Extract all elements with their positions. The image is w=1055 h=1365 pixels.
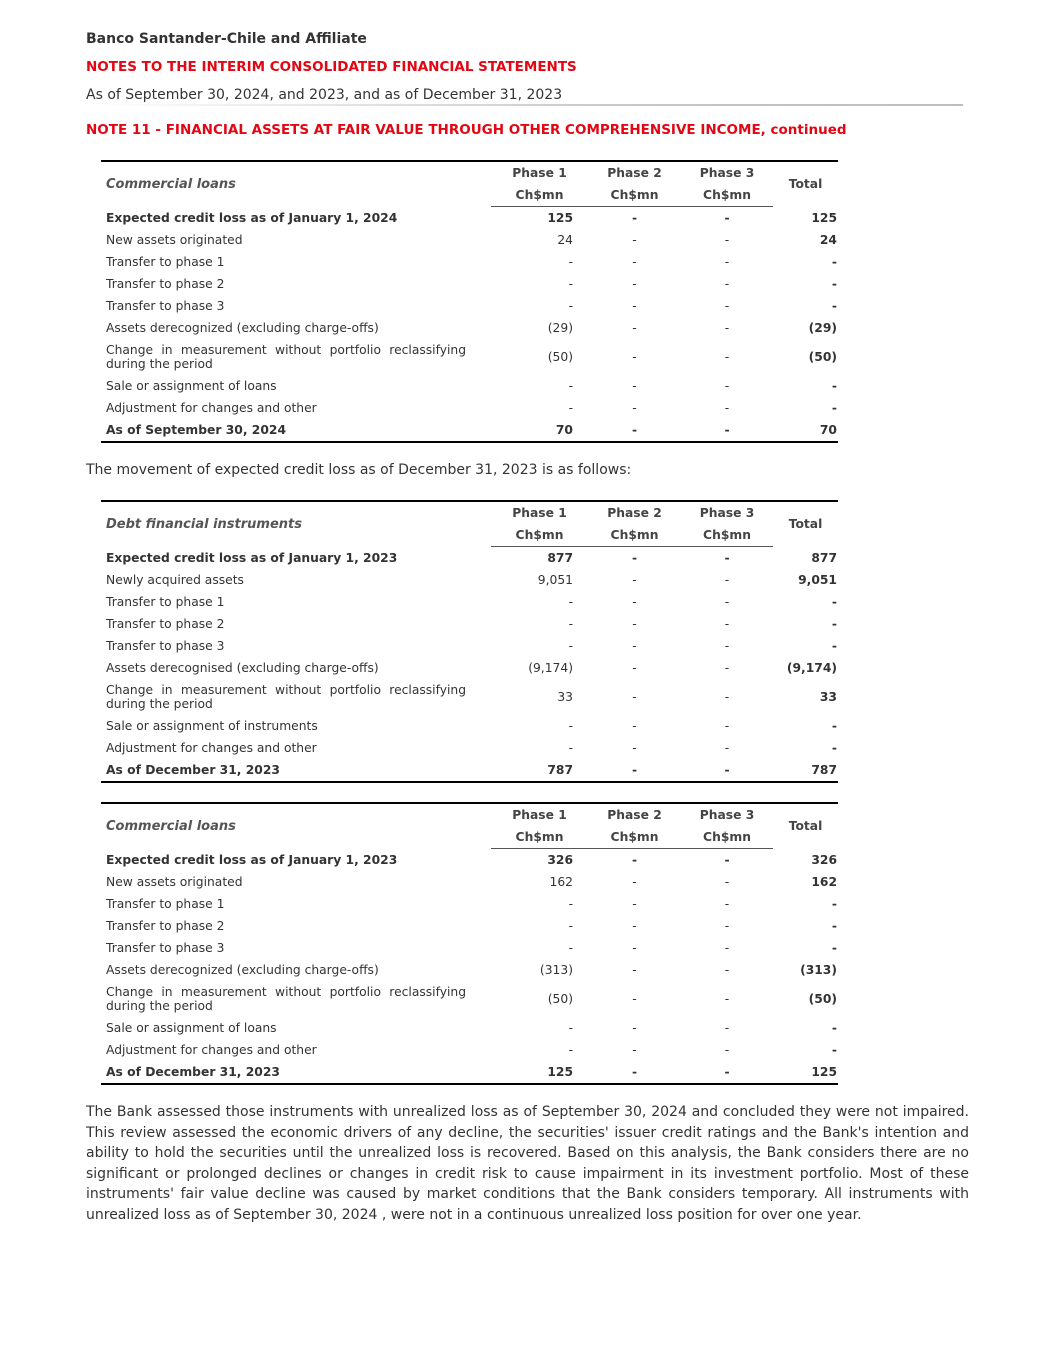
- row-label: Transfer to phase 1: [106, 255, 225, 269]
- table-category: Debt financial instruments: [101, 501, 491, 547]
- phase1-value: 125: [547, 211, 573, 225]
- table-row: [101, 229, 838, 251]
- phase3-value: -: [681, 1061, 773, 1084]
- phase2-value: -: [632, 1043, 637, 1057]
- phase1-value: -: [568, 1021, 573, 1035]
- table-row: [101, 613, 838, 635]
- row-label: Sale or assignment of loans: [106, 379, 277, 393]
- row-label: As of December 31, 2023: [101, 759, 491, 782]
- phase3-value: -: [724, 277, 730, 291]
- row-label: Assets derecognized (excluding charge-offs): [106, 963, 379, 977]
- table-row: [101, 915, 838, 937]
- row-label: Assets derecognized (excluding charge-offs): [106, 321, 379, 335]
- phase2-value: -: [632, 350, 637, 364]
- total-value: (50): [808, 350, 837, 364]
- phase1-value: (313): [539, 963, 573, 977]
- total-value: -: [831, 719, 837, 733]
- total-value: -: [831, 919, 837, 933]
- table-row: [101, 591, 838, 613]
- table-row: [101, 547, 838, 570]
- row-label: Adjustment for changes and other: [106, 1043, 317, 1057]
- phase2-value: -: [632, 299, 637, 313]
- total-value: -: [831, 639, 837, 653]
- phase1-value: -: [568, 401, 573, 415]
- phase1-value: -: [568, 897, 573, 911]
- col-unit: Ch$mn: [491, 184, 588, 207]
- phase3-value: -: [724, 211, 730, 225]
- total-value: 125: [811, 210, 837, 225]
- phase1-value: 33: [557, 690, 573, 704]
- phase2-value: -: [632, 595, 637, 609]
- total-value: (29): [808, 321, 837, 335]
- table-row: [101, 893, 838, 915]
- total-value: -: [831, 741, 837, 755]
- phase2-value: -: [632, 277, 637, 291]
- total-value: -: [831, 1021, 837, 1035]
- row-label: Transfer to phase 3: [106, 639, 225, 653]
- phase3-value: -: [724, 321, 730, 335]
- phase3-value: -: [724, 617, 730, 631]
- col-header-phase2: Phase 2: [588, 803, 681, 826]
- col-header-phase3: Phase 3: [681, 501, 773, 524]
- total-value: -: [831, 897, 837, 911]
- row-label: Transfer to phase 2: [106, 617, 225, 631]
- col-unit: Ch$mn: [491, 524, 588, 547]
- total-value: (9,174): [786, 661, 837, 675]
- phase2-value: -: [632, 897, 637, 911]
- row-label: Change in measurement without portfolio reclassifying during the period: [106, 985, 466, 1013]
- commercial-loans-2023-table: [101, 802, 838, 1085]
- phase1-value: 24: [557, 233, 573, 247]
- debt-instruments-2023-table: [101, 500, 838, 783]
- total-value: 24: [819, 233, 837, 247]
- table-row: [101, 419, 838, 442]
- table-row: [101, 569, 838, 591]
- phase3-value: -: [724, 1021, 730, 1035]
- col-unit: Ch$mn: [681, 184, 773, 207]
- table-row: [101, 339, 838, 375]
- col-header-phase2: Phase 2: [588, 501, 681, 524]
- phase1-value: -: [568, 741, 573, 755]
- phase1-value: 326: [547, 853, 573, 867]
- phase3-value: -: [681, 759, 773, 782]
- total-value: -: [831, 941, 837, 955]
- row-label: Adjustment for changes and other: [106, 401, 317, 415]
- total-value: -: [831, 401, 837, 415]
- table-category: Commercial loans: [101, 161, 491, 207]
- phase3-value: -: [724, 963, 730, 977]
- col-header-total: Total: [773, 803, 838, 849]
- phase1-value: -: [568, 919, 573, 933]
- date-line: As of September 30, 2024, and 2023, and as of December 31, 2023: [86, 87, 563, 103]
- col-unit: Ch$mn: [681, 826, 773, 849]
- table-row: [101, 1017, 838, 1039]
- phase3-value: -: [724, 350, 730, 364]
- row-label: New assets originated: [106, 875, 243, 889]
- notes-title: NOTES TO THE INTERIM CONSOLIDATED FINANCIAL STATEMENTS: [86, 59, 577, 75]
- table-row: [101, 737, 838, 759]
- phase2-value: -: [632, 255, 637, 269]
- total-value: (50): [808, 992, 837, 1006]
- phase2-value: -: [588, 419, 681, 442]
- phase2-value: -: [632, 233, 637, 247]
- table-row: [101, 273, 838, 295]
- phase3-value: -: [724, 741, 730, 755]
- phase1-value: -: [568, 379, 573, 393]
- phase2-value: -: [632, 992, 637, 1006]
- total-value: 326: [811, 852, 837, 867]
- total-value: -: [831, 255, 837, 269]
- phase2-value: -: [632, 661, 637, 675]
- table-row: [101, 759, 838, 782]
- phase3-value: -: [724, 255, 730, 269]
- phase1-value: -: [568, 639, 573, 653]
- row-label: New assets originated: [106, 233, 243, 247]
- phase3-value: -: [724, 992, 730, 1006]
- phase1-value: 9,051: [537, 573, 573, 587]
- phase3-value: -: [724, 853, 730, 867]
- total-value: 125: [773, 1061, 838, 1084]
- note-title: NOTE 11 - FINANCIAL ASSETS AT FAIR VALUE THROUGH OTHER COMPREHENSIVE INCOME, continued: [86, 122, 847, 138]
- phase3-value: -: [724, 639, 730, 653]
- phase3-value: -: [724, 573, 730, 587]
- col-header-phase1: Phase 1: [491, 501, 588, 524]
- phase1-value: 70: [491, 419, 588, 442]
- col-unit: Ch$mn: [588, 524, 681, 547]
- row-label: Assets derecognised (excluding charge-offs): [106, 661, 379, 675]
- phase3-value: -: [681, 419, 773, 442]
- table-row: [101, 871, 838, 893]
- phase2-value: -: [632, 875, 637, 889]
- phase2-value: -: [632, 321, 637, 335]
- phase3-value: -: [724, 233, 730, 247]
- table-row: [101, 375, 838, 397]
- total-value: 787: [773, 759, 838, 782]
- phase1-value: -: [568, 1043, 573, 1057]
- table-row: [101, 635, 838, 657]
- row-label: Newly acquired assets: [106, 573, 244, 587]
- row-label: Expected credit loss as of January 1, 2023: [106, 852, 398, 867]
- row-label: Transfer to phase 3: [106, 941, 225, 955]
- row-label: As of September 30, 2024: [101, 419, 491, 442]
- col-unit: Ch$mn: [491, 826, 588, 849]
- phase2-value: -: [632, 963, 637, 977]
- col-header-total: Total: [773, 161, 838, 207]
- company-name: Banco Santander-Chile and Affiliate: [86, 31, 367, 47]
- phase1-value: (9,174): [528, 661, 573, 675]
- header-divider: [86, 104, 963, 106]
- phase3-value: -: [724, 875, 730, 889]
- phase2-value: -: [632, 573, 637, 587]
- row-label: Transfer to phase 1: [106, 897, 225, 911]
- impairment-assessment-paragraph: The Bank assessed those instruments with unrealized loss as of September 30, 2024 and concluded they were not impaired. This review assessed the economic drivers of any decline, the securities' issuer credit ratings and the Bank's intention and ability to hold the securities until the unrealized loss is recovered. Based on this analysis, the Bank considers there are no significant or prolonged declines or changes in credit risk to cause impairment in its investment portfolio. Most of these instruments' fair value decline was caused by market conditions that the Bank considers temporary. All instruments with unrealized loss as of September 30, 2024 , were not in a continuous unrealized loss position for over one year.: [86, 1104, 969, 1223]
- total-value: 162: [811, 875, 837, 889]
- total-value: 9,051: [798, 573, 837, 587]
- table-row: [101, 1061, 838, 1084]
- phase1-value: 877: [547, 551, 573, 565]
- phase3-value: -: [724, 719, 730, 733]
- table-row: [101, 981, 838, 1017]
- phase1-value: 125: [491, 1061, 588, 1084]
- total-value: -: [831, 617, 837, 631]
- table-row: [101, 295, 838, 317]
- phase2-value: -: [632, 401, 637, 415]
- col-header-total: Total: [773, 501, 838, 547]
- row-label: As of December 31, 2023: [101, 1061, 491, 1084]
- row-label: Sale or assignment of loans: [106, 1021, 277, 1035]
- phase2-value: -: [632, 690, 637, 704]
- total-value: -: [831, 379, 837, 393]
- phase2-value: -: [588, 759, 681, 782]
- phase3-value: -: [724, 661, 730, 675]
- phase3-value: -: [724, 919, 730, 933]
- phase2-value: -: [632, 1021, 637, 1035]
- phase1-value: (29): [547, 321, 573, 335]
- table-row: [101, 317, 838, 339]
- row-label: Transfer to phase 3: [106, 299, 225, 313]
- phase3-value: -: [724, 595, 730, 609]
- col-header-phase3: Phase 3: [681, 803, 773, 826]
- phase2-value: -: [632, 379, 637, 393]
- table-row: [101, 657, 838, 679]
- total-value: -: [831, 595, 837, 609]
- phase3-value: -: [724, 401, 730, 415]
- row-label: Expected credit loss as of January 1, 2023: [106, 550, 398, 565]
- table-row: [101, 397, 838, 419]
- row-label: Transfer to phase 2: [106, 919, 225, 933]
- movement-intro-text: The movement of expected credit loss as of December 31, 2023 is as follows:: [86, 462, 632, 478]
- phase2-value: -: [632, 719, 637, 733]
- phase3-value: -: [724, 690, 730, 704]
- col-header-phase1: Phase 1: [491, 161, 588, 184]
- row-label: Adjustment for changes and other: [106, 741, 317, 755]
- row-label: Transfer to phase 1: [106, 595, 225, 609]
- total-value: -: [831, 299, 837, 313]
- col-header-phase1: Phase 1: [491, 803, 588, 826]
- table-row: [101, 959, 838, 981]
- table-row: [101, 1039, 838, 1061]
- total-value: 877: [811, 550, 837, 565]
- phase1-value: 162: [549, 875, 573, 889]
- row-label: Transfer to phase 2: [106, 277, 225, 291]
- phase1-value: (50): [547, 992, 573, 1006]
- phase3-value: -: [724, 1043, 730, 1057]
- row-label: Change in measurement without portfolio reclassifying during the period: [106, 683, 466, 711]
- phase2-value: -: [588, 1061, 681, 1084]
- phase2-value: -: [631, 853, 638, 867]
- phase2-value: -: [632, 919, 637, 933]
- table-category: Commercial loans: [101, 803, 491, 849]
- phase2-value: -: [632, 617, 637, 631]
- row-label: Expected credit loss as of January 1, 2024: [106, 210, 398, 225]
- phase1-value: 787: [491, 759, 588, 782]
- total-value: 70: [773, 419, 838, 442]
- phase1-value: -: [568, 277, 573, 291]
- table-row: [101, 715, 838, 737]
- row-label: Change in measurement without portfolio reclassifying during the period: [106, 343, 466, 371]
- phase2-value: -: [631, 551, 638, 565]
- phase2-value: -: [632, 639, 637, 653]
- col-unit: Ch$mn: [681, 524, 773, 547]
- total-value: -: [831, 277, 837, 291]
- col-unit: Ch$mn: [588, 826, 681, 849]
- phase3-value: -: [724, 379, 730, 393]
- row-label: Sale or assignment of instruments: [106, 719, 318, 733]
- total-value: -: [831, 1043, 837, 1057]
- phase3-value: -: [724, 299, 730, 313]
- phase1-value: (50): [547, 350, 573, 364]
- phase1-value: -: [568, 617, 573, 631]
- table-row: [101, 251, 838, 273]
- phase2-value: -: [632, 941, 637, 955]
- phase3-value: -: [724, 551, 730, 565]
- phase3-value: -: [724, 897, 730, 911]
- phase2-value: -: [631, 211, 638, 225]
- commercial-loans-2024-table: [101, 160, 838, 443]
- phase2-value: -: [632, 741, 637, 755]
- table-row: [101, 937, 838, 959]
- col-header-phase2: Phase 2: [588, 161, 681, 184]
- phase1-value: -: [568, 719, 573, 733]
- table-row: [101, 849, 838, 872]
- col-header-phase3: Phase 3: [681, 161, 773, 184]
- total-value: (313): [800, 963, 837, 977]
- col-unit: Ch$mn: [588, 184, 681, 207]
- total-value: 33: [819, 690, 837, 704]
- phase1-value: -: [568, 941, 573, 955]
- table-row: [101, 207, 838, 230]
- table-row: [101, 679, 838, 715]
- phase3-value: -: [724, 941, 730, 955]
- phase1-value: -: [568, 255, 573, 269]
- phase1-value: -: [568, 595, 573, 609]
- phase1-value: -: [568, 299, 573, 313]
